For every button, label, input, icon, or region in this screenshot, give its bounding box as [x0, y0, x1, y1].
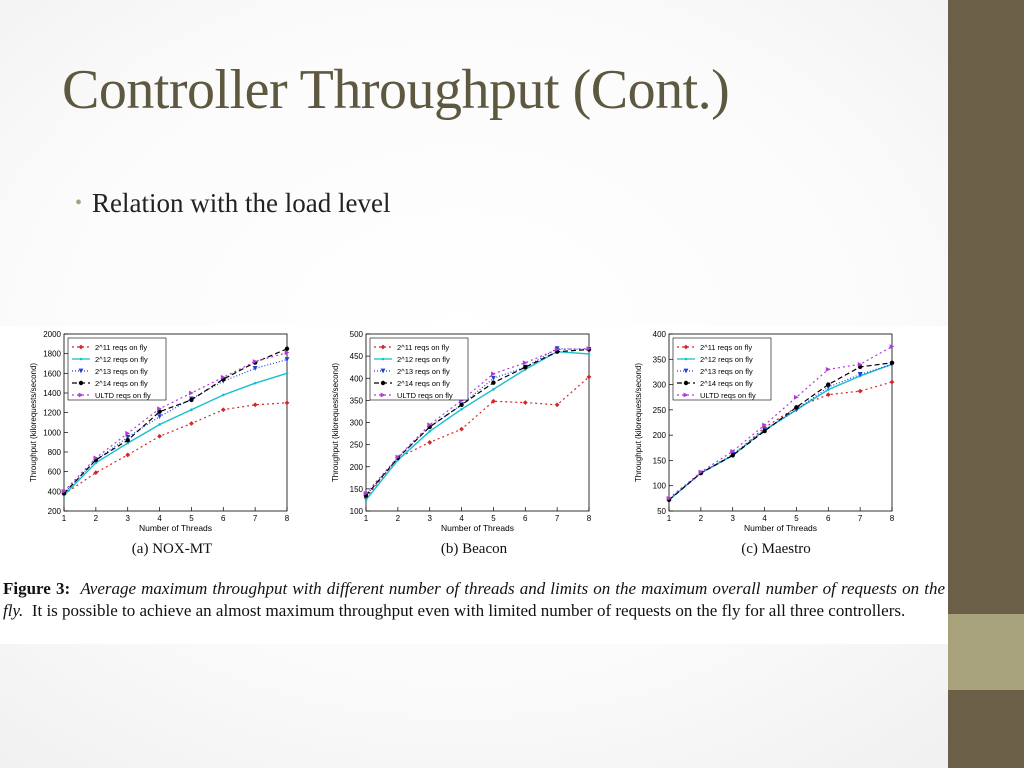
data-point	[365, 499, 368, 502]
caption-rest: It is possible to achieve an almost maximum throughput even with limited number of requests on the fly for all three controllers.	[31, 601, 906, 620]
legend-label: 2^12 reqs on fly	[397, 355, 450, 364]
chart-subcaption: (b) Beacon	[440, 541, 508, 557]
x-tick-label: 2	[395, 514, 401, 523]
y-tick-label: 400	[47, 487, 61, 497]
x-tick-label: 8	[586, 514, 592, 523]
y-tick-label: 1800	[43, 349, 61, 359]
data-point	[762, 429, 766, 433]
data-point	[190, 408, 193, 411]
legend-label: 2^12 reqs on fly	[700, 355, 753, 364]
chart-3	[634, 330, 895, 557]
legend-marker	[381, 381, 385, 385]
bullet-item	[75, 188, 390, 219]
sidebar-accent-block	[948, 614, 1024, 690]
chart-2	[331, 330, 592, 557]
caption-label: Figure 3:	[3, 579, 71, 598]
y-tick-label: 150	[349, 484, 363, 494]
x-tick-label: 2	[698, 514, 704, 523]
data-point	[222, 394, 225, 397]
data-point	[459, 403, 463, 407]
y-tick-label: 250	[652, 405, 666, 415]
slide-title: Controller Throughput (Cont.)	[62, 59, 730, 121]
y-tick-label: 200	[652, 431, 666, 441]
legend-label: ULTD reqs on fly	[95, 391, 151, 400]
legend-label: 2^14 reqs on fly	[700, 379, 753, 388]
x-tick-label: 6	[221, 514, 226, 523]
x-tick-label: 3	[125, 514, 130, 523]
data-point	[158, 423, 161, 426]
x-tick-label: 3	[427, 514, 432, 523]
bullet-dot-icon: •	[75, 192, 83, 214]
x-tick-label: 6	[523, 514, 528, 523]
data-point	[588, 353, 591, 356]
x-tick-label: 7	[554, 514, 560, 523]
caption-italic: Average maximum throughput with different number of threads and limits on the maximum overall number of requests on the fly.	[3, 579, 946, 620]
x-tick-label: 1	[363, 514, 369, 523]
x-tick-label: 2	[93, 514, 99, 523]
legend-label: 2^12 reqs on fly	[95, 355, 148, 364]
x-axis-label: Number of Threads	[138, 523, 213, 533]
legend-label: 2^13 reqs on fly	[397, 367, 450, 376]
chart-1	[29, 330, 290, 557]
legend-label: ULTD reqs on fly	[700, 391, 756, 400]
y-tick-label: 350	[349, 396, 363, 406]
x-tick-label: 1	[61, 514, 67, 523]
data-point	[126, 438, 130, 442]
y-tick-label: 600	[47, 467, 61, 477]
x-tick-label: 3	[730, 514, 735, 523]
data-point	[286, 372, 289, 375]
legend-marker	[685, 358, 688, 361]
legend-label: 2^11 reqs on fly	[95, 343, 148, 352]
chart-subcaption: (c) Maestro	[741, 541, 811, 557]
data-point	[826, 382, 830, 386]
data-point	[189, 398, 193, 402]
data-point	[492, 388, 495, 391]
data-point	[794, 405, 798, 409]
data-point	[460, 408, 463, 411]
y-tick-label: 300	[349, 418, 363, 428]
x-axis-label: Number of Threads	[440, 523, 515, 533]
y-tick-label: 450	[349, 352, 363, 362]
legend-label: 2^14 reqs on fly	[397, 379, 450, 388]
x-axis-label: Number of Threads	[743, 523, 818, 533]
y-tick-label: 250	[349, 440, 363, 450]
y-tick-label: 150	[652, 456, 666, 466]
figure-svg	[0, 326, 948, 576]
x-tick-label: 5	[189, 514, 194, 523]
legend-label: 2^11 reqs on fly	[397, 343, 450, 352]
x-tick-label: 5	[491, 514, 496, 523]
y-tick-label: 400	[349, 374, 363, 384]
y-tick-label: 1600	[43, 369, 61, 379]
y-tick-label: 200	[47, 507, 61, 516]
x-tick-label: 8	[889, 514, 895, 523]
x-tick-label: 4	[157, 514, 162, 523]
legend-marker	[684, 381, 688, 385]
bullet-text: Relation with the load level	[92, 188, 391, 218]
y-tick-label: 300	[652, 380, 666, 390]
y-axis-label: Throughput (kilorequests/second)	[331, 362, 340, 483]
data-point	[428, 430, 431, 433]
x-tick-label: 8	[284, 514, 290, 523]
data-point	[731, 453, 735, 457]
y-tick-label: 2000	[43, 330, 61, 339]
y-tick-label: 1200	[43, 408, 61, 418]
x-tick-label: 7	[252, 514, 258, 523]
x-tick-label: 7	[857, 514, 863, 523]
legend-label: 2^11 reqs on fly	[700, 343, 753, 352]
y-tick-label: 50	[657, 507, 666, 516]
x-tick-label: 6	[826, 514, 831, 523]
y-tick-label: 400	[652, 330, 666, 339]
data-point	[254, 382, 257, 385]
legend-marker	[382, 358, 385, 361]
x-tick-label: 5	[794, 514, 799, 523]
chart-subcaption: (a) NOX-MT	[131, 541, 213, 557]
data-point	[285, 347, 289, 351]
legend-label: ULTD reqs on fly	[397, 391, 453, 400]
legend-label: 2^13 reqs on fly	[95, 367, 148, 376]
legend-marker	[80, 358, 83, 361]
data-point	[890, 361, 894, 365]
x-tick-label: 4	[762, 514, 767, 523]
y-tick-label: 350	[652, 355, 666, 365]
legend-label: 2^13 reqs on fly	[700, 367, 753, 376]
data-point	[523, 365, 527, 369]
legend-marker	[79, 381, 83, 385]
y-tick-label: 100	[349, 507, 363, 516]
y-tick-label: 1400	[43, 389, 61, 398]
y-axis-label: Throughput (kilorequests/second)	[634, 362, 643, 483]
y-tick-label: 200	[349, 462, 363, 472]
y-axis-label: Throughput (kilorequests/second)	[29, 362, 38, 483]
y-tick-label: 500	[349, 330, 363, 339]
data-point	[491, 380, 495, 384]
figure-caption	[3, 578, 945, 622]
x-tick-label: 4	[459, 514, 464, 523]
y-tick-label: 1000	[43, 428, 61, 438]
y-tick-label: 100	[652, 481, 666, 491]
legend-label: 2^14 reqs on fly	[95, 379, 148, 388]
y-tick-label: 800	[47, 448, 61, 457]
x-tick-label: 1	[666, 514, 672, 523]
